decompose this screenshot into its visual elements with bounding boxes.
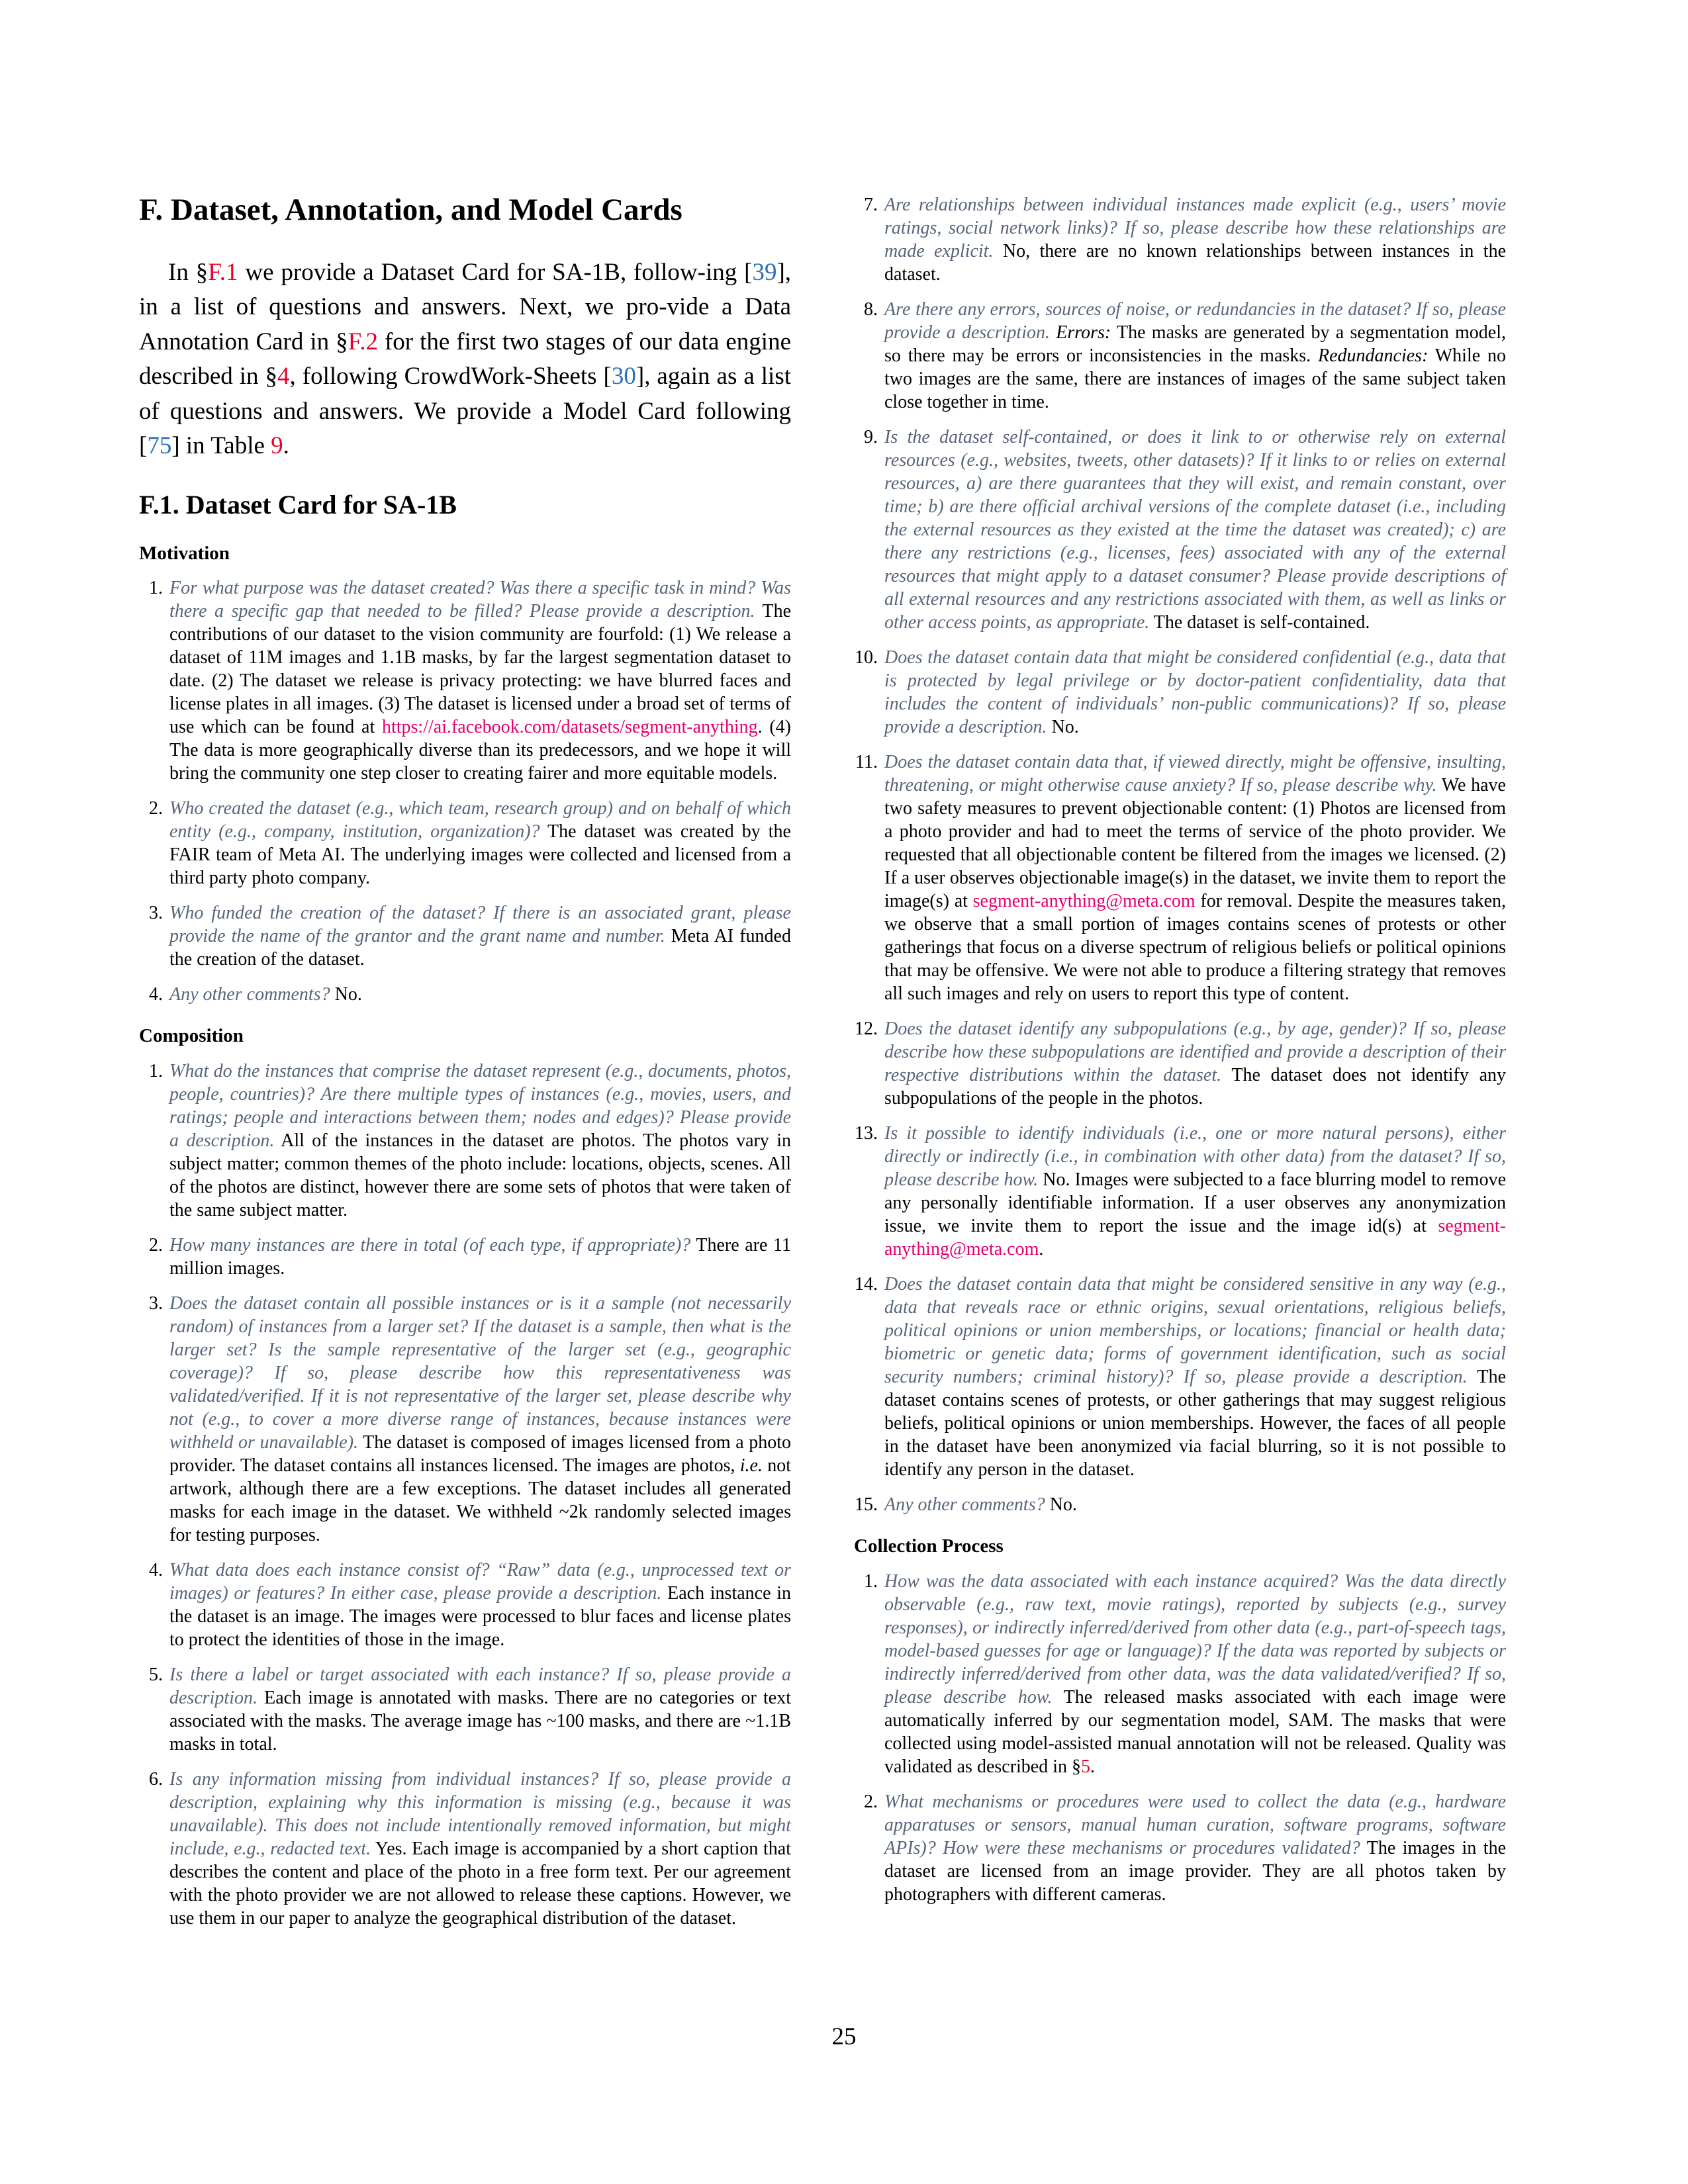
item-number: 7. (864, 195, 878, 215)
intro-text: for the first two stages of our data engine described in § (139, 328, 791, 390)
list-item (854, 1122, 1506, 1261)
question: Does the dataset contain data that might be considered confidential (e.g., data that is protected by legal privilege or by doctor-patient confidentiality, data that includes the content of individuals’ non-public communications)? If so, please provide a description. (884, 647, 1506, 737)
intro-text: ], again as a list of questions and answers. We provide a Model Card following [ (139, 363, 791, 460)
answer: The images in the dataset are licensed from an image provider. They are all photos taken by photographers with different cameras. (884, 1837, 1506, 1905)
list-item (139, 797, 791, 889)
intro-paragraph (139, 255, 791, 464)
answer: While no two images are the same, there are instances of images of the same subject taken close together in time. (884, 345, 1506, 412)
ref-link[interactable]: 4 (277, 363, 290, 390)
question: Is the dataset self-contained, or does it link to or otherwise rely on external resources (e.g., websites, tweets, other datasets)? If it links to or relies on external resources, a) are there guarantees that they will exist, and remain constant, over time; b) are there official archival versions of the complete dataset (i.e., including the external resources as they existed at the time the dataset was created); c) are there any restrictions (e.g., licenses, fees) associated with any of the external resources that might apply to a dataset consumer? Please provide descriptions of all external resources and any restrictions associated with them, as well as links or other access points, as appropriate. (884, 427, 1506, 633)
answer: The contributions of our dataset to the vision community are fourfold: (1) We release a dataset of 11M images and 1.1B masks, by far the largest segmentation dataset to date. (2) The dataset we release is privacy protecting: we have blurred faces and license plates in all images. (3) The dataset is licensed under a broad set of terms of use which can be found at (169, 601, 792, 738)
list-item (854, 1570, 1506, 1778)
answer: . (1090, 1756, 1096, 1777)
list-item (139, 1768, 791, 1930)
list-item (854, 1493, 1506, 1516)
ie-abbrev: i.e. (739, 1455, 763, 1477)
question: Is any information missing from individual instances? If so, please provide a description, explaining why this information is missing (e.g., because it was unavailable). This does not include intentionally removed information, but might include, e.g., redacted text. (169, 1769, 791, 1860)
question: Does the dataset contain all possible instances or is it a sample (not necessarily random) of instances from a larger set? If the dataset is a sample, then what is the larger set? Is the sample representative of the larger set (e.g., geographic coverage)? If so, please describe how this representativeness was validated/verified. If it is not representative of the larger set, please describe why not (e.g., to cover a more diverse range of instances, because instances were withheld or unavailable). (169, 1293, 791, 1453)
item-number: 14. (855, 1274, 878, 1295)
answer: for removal. Despite the measures taken, we observe that a small portion of images contains scenes of protests or other gatherings that focus on a diverse spectrum of religious beliefs or political opinions that may be offensive. We were not able to produce a filtering strategy that removes all such images and rely on users to report this type of content. (884, 891, 1506, 1004)
item-number: 11. (855, 752, 878, 772)
citation-link[interactable]: 39 (752, 258, 777, 286)
answer: No. (1047, 717, 1079, 737)
question: What mechanisms or procedures were used to collect the data (e.g., hardware apparatuses or sensors, manual human curation, software programs, software APIs)? How were these mechanisms or procedures validated? (884, 1791, 1506, 1858)
answer: . (1039, 1239, 1044, 1259)
intro-text: In § (168, 258, 209, 286)
list-item (854, 1273, 1506, 1481)
answer: No. Images were subjected to a face blurring model to remove any personally identifiable information. If a user observes any anonymization issue, we invite them to report the issue and the image id(s) at (884, 1169, 1507, 1236)
answer: Yes. Each image is accompanied by a short caption that describes the content and place of the photo in a free form text. Per our agreement with the photo provider we are not allowed to release these captions. However, we use them in our paper to analyze the geographical distribution of the dataset. (169, 1839, 791, 1929)
item-number: 4. (149, 1560, 163, 1581)
item-number: 5. (149, 1664, 163, 1686)
question: Any other comments? (884, 1494, 1045, 1515)
list-item (139, 1292, 791, 1547)
collection-list (854, 1570, 1506, 1906)
right-column (854, 193, 1506, 1925)
dataset-link[interactable]: https://ai.facebook.com/datasets/segment-anything (381, 717, 758, 738)
answer: Each image is annotated with masks. There are no categories or text associated with the masks. The average image has ~100 masks, and there are ~1.1B masks in total. (169, 1688, 791, 1755)
answer: The masks are generated by a segmentation model, so there may be errors or inconsistencies in the masks. (884, 322, 1507, 366)
motivation-list (139, 576, 791, 1006)
item-number: 15. (855, 1494, 878, 1515)
ref-link[interactable]: F.2 (348, 328, 378, 355)
answer: . (4) The data is more geographically diverse than its predecessors, and we hope it will bring the community one step closer to creating fairer and more equitable models. (169, 717, 791, 784)
ref-link[interactable]: 9 (271, 432, 283, 460)
intro-text: , following CrowdWork-Sheets [ (289, 363, 612, 390)
item-number: 12. (855, 1019, 878, 1039)
item-number: 3. (149, 1293, 163, 1314)
page-number: 25 (831, 2023, 857, 2050)
redundancies-label: Redundancies: (1318, 345, 1429, 366)
question: Is there a label or target associated with each instance? If so, please provide a description. (169, 1664, 791, 1709)
item-number: 1. (864, 1570, 878, 1592)
subsection-title: F.1. Dataset Card for SA-1B (139, 489, 457, 520)
item-number: 4. (149, 984, 163, 1005)
composition-list-continued (854, 193, 1506, 1516)
item-number: 6. (149, 1769, 163, 1790)
list-item (854, 298, 1506, 414)
item-number: 10. (855, 647, 878, 668)
question: Does the dataset contain data that, if viewed directly, might be offensive, insulting, threatening, or might otherwise cause anxiety? If so, please describe why. (884, 752, 1506, 796)
list-item (139, 1663, 791, 1756)
item-number: 3. (149, 903, 163, 924)
question: Who funded the creation of the dataset? If there is an associated grant, please provide the name of the grantor and the grant name and number. (169, 903, 791, 947)
item-number: 2. (864, 1791, 878, 1812)
answer: The dataset contains scenes of protests, or other gatherings that may suggest religious beliefs, political opinions or union memberships. However, the faces of all people in the dataset have been anonymized via facial blurring, so it is not possible to identify any person in the dataset. (884, 1367, 1506, 1480)
item-number: 1. (149, 1061, 163, 1082)
list-item (139, 1060, 791, 1222)
list-item (139, 1559, 791, 1651)
list-item (854, 751, 1506, 1005)
answer: No. (330, 984, 362, 1005)
question: Are there any errors, sources of noise, or redundancies in the dataset? If so, please provide a description. (884, 299, 1506, 343)
item-number: 9. (864, 427, 878, 447)
collection-process-heading: Collection Process (854, 1535, 1004, 1557)
question: Any other comments? (169, 984, 330, 1005)
question: Does the dataset contain data that might be considered sensitive in any way (e.g., data that reveals race or ethnic origins, sexual orientations, religious beliefs, political opinions or union memberships, or locations; financial or health data; biometric or genetic data; forms of government identification, such as social security numbers; criminal history)? If so, please provide a description. (884, 1274, 1506, 1387)
list-item (139, 983, 791, 1006)
section-title: F. Dataset, Annotation, and Model Cards (139, 193, 682, 227)
list-item (854, 426, 1506, 634)
citation-link[interactable]: 30 (611, 363, 636, 390)
answer: No, there are no known relationships between instances in the dataset. (884, 241, 1506, 285)
item-number: 13. (855, 1123, 878, 1144)
composition-heading: Composition (139, 1025, 244, 1047)
question: For what purpose was the dataset created? Was there a specific task in mind? Was there a specific gap that needed to be filled? Please provide a description. (169, 578, 791, 622)
answer: The released masks associated with each image were automatically inferred by our segmentation model, SAM. The masks that were collected using model-assisted manual annotation will not be released. Quality was validated as described in § (884, 1686, 1506, 1777)
motivation-heading: Motivation (139, 542, 230, 564)
answer: Each instance in the dataset is an image. The images were processed to blur faces and license plates to protect the identities of those in the image. (169, 1583, 792, 1651)
answer: All of the instances in the dataset are photos. The photos vary in subject matter; common themes of the photo include: locations, objects, scenes. All of the photos are distinct, however there are some sets of photos that were taken of the same subject matter. (169, 1130, 791, 1221)
answer: The dataset is self-contained. (1149, 612, 1370, 633)
item-number: 1. (149, 578, 163, 599)
intro-text: . (283, 432, 289, 460)
answer: The dataset was created by the FAIR team of Meta AI. The underlying images were collected and licensed from a third party photo company. (169, 821, 791, 889)
list-item (854, 193, 1506, 286)
question: How many instances are there in total (of each type, if appropriate)? (169, 1235, 691, 1256)
answer: We have two safety measures to prevent objectionable content: (1) Photos are licensed from a photo provider and had to meet the terms of service of the photo provider. We requested that all objectionable content be filtered from the images we licensed. (2) If a user observes objectionable image(s) in the dataset, we invite them to report the image(s) at (884, 775, 1506, 911)
item-number: 2. (149, 798, 163, 819)
list-item (854, 646, 1506, 739)
ref-link[interactable]: F.1 (208, 258, 238, 286)
citation-link[interactable]: 75 (147, 432, 172, 460)
question: How was the data associated with each instance acquired? Was the data directly observable (e.g., raw text, movie ratings), reported by subjects (e.g., survey responses), or indirectly inferred/derived from other data (e.g., part-of-speech tags, model-based guesses for age or language)? If the data was reported by subjects or indirectly inferred/derived from other data, was the data validated/verified? If so, please describe how. (884, 1570, 1506, 1707)
answer: There are 11 million images. (169, 1235, 791, 1279)
answer: The dataset is composed of images licensed from a photo provider. The dataset contains all instances licensed. The images are photos, (169, 1432, 792, 1477)
answer: not artwork, although there are a few exceptions. The dataset includes all generated masks for each image in the dataset. We withheld ~2k randomly selected images for testing purposes. (169, 1455, 792, 1546)
question: Are relationships between individual instances made explicit (e.g., users’ movie ratings, social network links)? If so, please describe how these relationships are made explicit. (884, 195, 1506, 261)
question: Does the dataset identify any subpopulations (e.g., by age, gender)? If so, please describe how these subpopulations are identified and provide a description of their respective distributions within the dataset. (884, 1019, 1506, 1085)
question: Is it possible to identify individuals (i.e., one or more natural persons), either directly or indirectly (i.e., in combination with other data) from the dataset? If so, please describe how. (884, 1123, 1506, 1190)
question: What do the instances that comprise the dataset represent (e.g., documents, photos, people, countries)? Are there multiple types of instances (e.g., movies, users, and ratings; people and interactions between them; nodes and edges)? Please provide a description. (169, 1061, 791, 1152)
question: What data does each instance consist of? “Raw” data (e.g., unprocessed text or images) or features? In either case, please provide a description. (169, 1560, 791, 1604)
item-number: 8. (864, 299, 878, 320)
list-item (139, 576, 791, 785)
composition-list (139, 1060, 791, 1930)
question: Who created the dataset (e.g., which team, research group) and on behalf of which entity (e.g., company, institution, organization)? (169, 798, 791, 842)
intro-text: we provide a Dataset Card for SA-1B, follow-ing [ (238, 258, 753, 286)
item-number: 2. (149, 1235, 163, 1256)
list-item (854, 1017, 1506, 1110)
answer: The dataset does not identify any subpopulations of the people in the photos. (884, 1065, 1507, 1109)
list-item (854, 1790, 1506, 1906)
list-item (139, 901, 791, 971)
answer: Meta AI funded the creation of the dataset. (169, 926, 791, 970)
intro-text: ] in Table (171, 432, 271, 460)
ref-link[interactable]: 5 (1081, 1756, 1091, 1777)
left-column (139, 193, 791, 1948)
email-link[interactable]: segment-anything@meta.com (972, 891, 1196, 911)
list-item (139, 1234, 791, 1280)
answer: No. (1045, 1494, 1077, 1515)
errors-label: Errors: (1056, 322, 1111, 343)
email-link[interactable]: segment-anything@meta.com (884, 1216, 1506, 1259)
intro-text: ], in a list of questions and answers. Next, we pro-vide a Data Annotation Card in § (139, 258, 792, 355)
